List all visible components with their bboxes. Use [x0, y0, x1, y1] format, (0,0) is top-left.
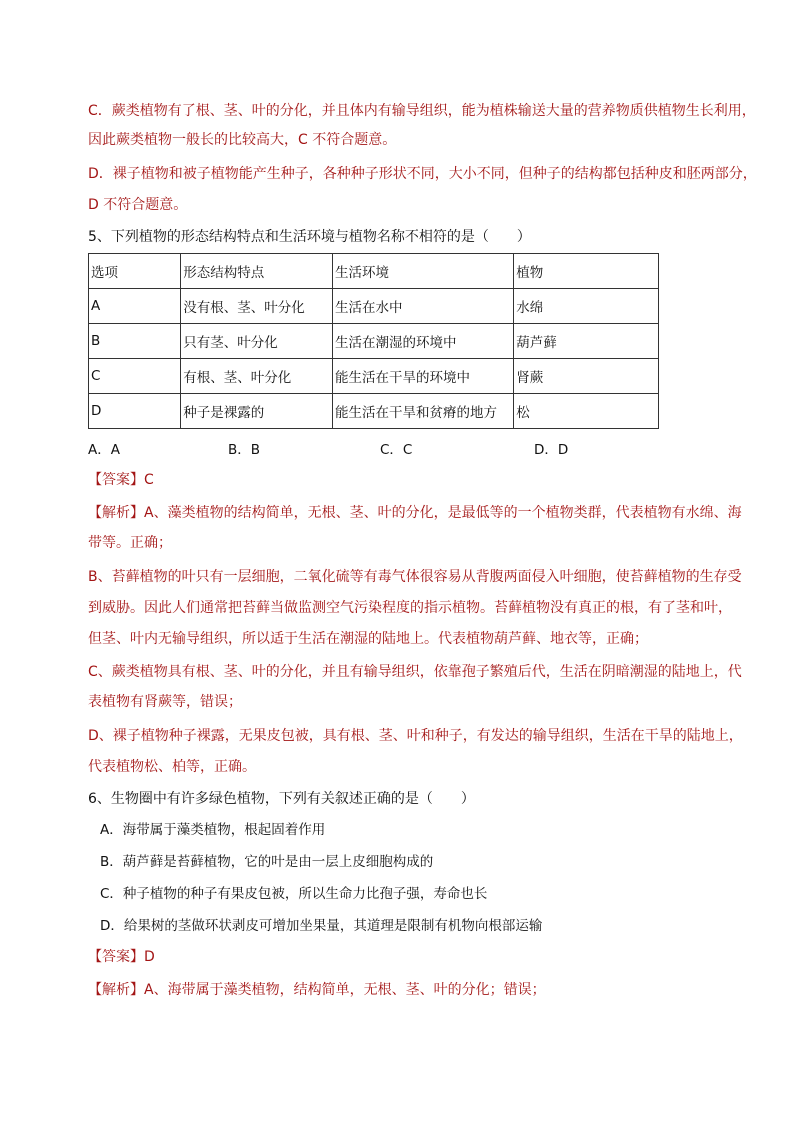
- prev-explanation-d-line2: D 不符合题意。: [88, 197, 188, 213]
- prev-explanation-c-line1: C．蕨类植物有了根、茎、叶的分化，并且体内有输导组织，能为植株输送大量的营养物质供植物生长利用，: [88, 103, 756, 119]
- table-cell: 种子是裸露的: [181, 394, 333, 429]
- q5-analysis-a-line2: 带等。正确；: [88, 535, 172, 551]
- table-row: [89, 394, 659, 429]
- table-cell: D: [89, 394, 181, 429]
- choice-c: C．C: [380, 442, 413, 458]
- table-header-cell: 选项: [89, 254, 181, 289]
- table-row: [89, 359, 659, 394]
- table-header-row: [89, 254, 659, 289]
- table-row: [89, 324, 659, 359]
- q5-analysis-c-line1: C、蕨类植物具有根、茎、叶的分化，并且有输导组织，依靠孢子繁殖后代，生活在阴暗潮湿的陆地上，代: [88, 664, 742, 680]
- table-cell: B: [89, 324, 181, 359]
- choice-d: D．D: [534, 442, 569, 458]
- table-cell: 肾蕨: [514, 359, 659, 394]
- table-cell: 只有茎、叶分化: [181, 324, 333, 359]
- question-6-stem: 6、生物圈中有许多绿色植物，下列有关叙述正确的是（ ）: [88, 791, 475, 807]
- table-header-cell: 植物: [514, 254, 659, 289]
- q6-option-b: B．葫芦藓是苔藓植物，它的叶是由一层上皮细胞构成的: [100, 854, 434, 870]
- choice-b: B．B: [228, 442, 261, 458]
- prev-explanation-d-line1: D．裸子植物和被子植物能产生种子，各种种子形状不同，大小不同，但种子的结构都包括种皮和胚两部分，: [88, 166, 757, 182]
- q5-analysis-b-line1: B、苔藓植物的叶只有一层细胞，二氧化硫等有毒气体很容易从背腹两面侵入叶细胞，使苔藓植物的生存受: [88, 569, 742, 585]
- table-cell: A: [89, 289, 181, 324]
- table-cell: C: [89, 359, 181, 394]
- table-cell: 生活在潮湿的环境中: [332, 324, 513, 359]
- table-header-cell: 生活环境: [332, 254, 513, 289]
- q5-analysis-d-line2: 代表植物松、柏等，正确。: [88, 759, 256, 775]
- question-5-stem: 5、下列植物的形态结构特点和生活环境与植物名称不相符的是（ ）: [88, 229, 531, 245]
- q6-analysis-line1: 【解析】A、海带属于藻类植物，结构简单，无根、茎、叶的分化；错误；: [88, 982, 546, 998]
- q5-analysis-b-line2: 到威胁。因此人们通常把苔藓当做监测空气污染程度的指示植物。苔藓植物没有真正的根，有了茎和叶，: [88, 600, 732, 616]
- table-cell: 生活在水中: [332, 289, 513, 324]
- table-cell: 有根、茎、叶分化: [181, 359, 333, 394]
- table-cell: 葫芦藓: [514, 324, 659, 359]
- q5-analysis-c-line2: 表植物有肾蕨等，错误；: [88, 694, 242, 710]
- table-cell: 能生活在干旱和贫瘠的地方: [332, 394, 513, 429]
- table-cell: 没有根、茎、叶分化: [181, 289, 333, 324]
- question-6-answer: 【答案】D: [88, 949, 155, 965]
- q6-option-d: D．给果树的茎做环状剥皮可增加坐果量，其道理是限制有机物向根部运输: [100, 918, 543, 934]
- prev-explanation-c-line2: 因此蕨类植物一般长的比较高大，C 不符合题意。: [88, 132, 397, 148]
- q6-option-c: C．种子植物的种子有果皮包被，所以生命力比孢子强，寿命也长: [100, 886, 488, 902]
- q5-analysis-b-line3: 但茎、叶内无输导组织，所以适于生活在潮湿的陆地上。代表植物葫芦藓、地衣等，正确；: [88, 631, 648, 647]
- table-header-cell: 形态结构特点: [181, 254, 333, 289]
- question-5-answer: 【答案】C: [88, 472, 154, 488]
- table-cell: 水绵: [514, 289, 659, 324]
- q6-option-a: A．海带属于藻类植物，根起固着作用: [100, 822, 326, 838]
- q5-analysis-d-line1: D、裸子植物种子裸露，无果皮包被，具有根、茎、叶和种子，有发达的输导组织，生活在干旱的陆地上，: [88, 728, 743, 744]
- choice-a: A．A: [88, 442, 120, 458]
- question-5-table: [88, 253, 659, 429]
- table-row: [89, 289, 659, 324]
- table-cell: 松: [514, 394, 659, 429]
- table-cell: 能生活在干旱的环境中: [332, 359, 513, 394]
- q5-analysis-a-line1: 【解析】A、藻类植物的结构简单，无根、茎、叶的分化，是最低等的一个植物类群，代表植物有水绵、海: [88, 505, 742, 521]
